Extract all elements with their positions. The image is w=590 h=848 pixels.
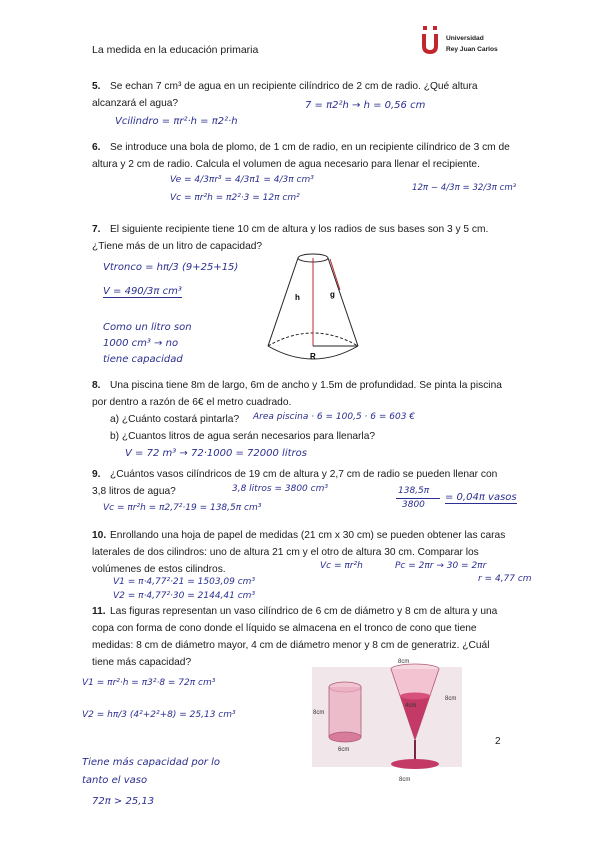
frustum-height-label: h xyxy=(295,293,300,302)
question-text: Se introduce una bola de plomo, de 1 cm de radio, en un recipiente cilíndrico de 3 cm de altura y 2 cm de radio. Calcula el volumen de agua necesario para llenar el recipiente. xyxy=(92,142,510,170)
handwriting-q6-result: 12π − 4/3π = 32/3π cm³ xyxy=(412,183,517,193)
handwriting-q9-result: = 0,04π vasos xyxy=(445,492,517,503)
university-name-line1: Universidad xyxy=(446,35,484,42)
handwriting-q9-frac-bottom: 3800 xyxy=(402,500,425,510)
frustum-radius-label: R xyxy=(310,352,316,361)
handwriting-q10-formula: Vc = πr²h xyxy=(320,561,363,571)
question-text: Una piscina tiene 8m de largo, 6m de ancho y 1.5m de profundidad. Se pinta la piscina por dentro a razón de 6€ el metro cuadrado. xyxy=(92,380,502,408)
university-logo xyxy=(420,26,440,56)
handwriting-q7-note2: 1000 cm³ → no xyxy=(103,338,179,349)
handwriting-q11-note2: tanto el vaso xyxy=(82,775,148,786)
question-8b: b) ¿Cuantos litros de agua serán necesarios para llenarla? xyxy=(110,431,376,442)
handwriting-q9-line1: 3,8 litros = 3800 cm³ xyxy=(232,484,328,494)
question-8a: a) ¿Cuánto costará pintarla? xyxy=(110,414,240,425)
glass-diameter-label: 6cm xyxy=(338,747,350,753)
university-name-line2: Rey Juan Carlos xyxy=(446,46,498,53)
glass-height-label: 8cm xyxy=(313,710,325,716)
cone-height-label: 8cm xyxy=(445,696,457,702)
handwriting-q10-r: r = 4,77 cm xyxy=(478,574,532,584)
cone-mid-label: 4cm xyxy=(405,703,417,709)
handwriting-q9-frac-top: 138,5π xyxy=(398,486,430,496)
frustum-figure xyxy=(258,250,368,374)
cone-base-label: 8cm xyxy=(399,777,411,783)
question-text: Enrollando una hoja de papel de medidas (21 cm x 30 cm) se pueden obtener las caras laterales de dos cilindros: uno de altura 21 cm y el otro de altura 30 cm. Comparar los volúmenes de estos cilindros. xyxy=(92,530,506,575)
question-6 xyxy=(92,139,512,173)
fraction-bar xyxy=(396,498,440,499)
handwriting-q7-note3: tiene capacidad xyxy=(103,354,183,365)
handwriting-q8-a: Area piscina · 6 = 100,5 · 6 = 603 € xyxy=(253,412,416,422)
frustum-slant-label: g xyxy=(330,290,335,299)
handwriting-q11-note1: Tiene más capacidad por lo xyxy=(82,757,220,768)
question-text: Las figuras representan un vaso cilíndrico de 6 cm de diámetro y 8 cm de altura y una copa con forma de cono donde el líquido se almacena en el tronco de cono que tiene medidas: 8 cm de diámetro mayor, 4 cm de diámetro menor y 8 cm de generatriz. ¿Cuál tiene más capacidad? xyxy=(92,606,498,668)
question-text: Se echan 7 cm³ de agua en un recipiente cilíndrico de 2 cm de radio. ¿Qué altura alcanzará el agua? xyxy=(92,81,478,109)
handwriting-q7-formula: Vtronco = hπ/3 (9+25+15) xyxy=(103,262,239,273)
handwriting-q10-v2: V2 = π·4,77²·30 = 2144,41 cm³ xyxy=(113,591,256,601)
handwriting-q10-v1: V1 = π·4,77²·21 = 1503,09 cm³ xyxy=(113,577,256,587)
question-8 xyxy=(92,377,512,411)
handwriting-q7-result: V = 490/3π cm³ xyxy=(103,286,182,297)
question-number: 10. xyxy=(92,530,107,541)
handwriting-q8-b: V = 72 m³ → 72·1000 = 72000 litros xyxy=(125,448,307,459)
handwriting-q11-final: 72π > 25,13 xyxy=(92,796,155,807)
handwriting-q10-pc: Pc = 2πr → 30 = 2πr xyxy=(395,561,487,571)
handwriting-q5-left: Vcilindro = πr²·h = π2²·h xyxy=(115,116,238,127)
page-number: 2 xyxy=(495,736,501,747)
glass-and-cone-figure xyxy=(312,652,462,784)
question-number: 8. xyxy=(92,380,101,391)
handwriting-q9-line2: Vc = πr²h = π2,7²·19 = 138,5π cm³ xyxy=(103,503,262,513)
handwriting-q5-right: 7 = π2²h → h = 0,56 cm xyxy=(305,100,426,111)
cone-top-label: 8cm xyxy=(398,659,410,665)
question-number: 5. xyxy=(92,81,101,92)
question-number: 9. xyxy=(92,469,101,480)
handwriting-q7-note1: Como un litro son xyxy=(103,322,192,333)
handwriting-q11-v2: V2 = hπ/3 (4²+2²+8) = 25,13 cm³ xyxy=(82,710,236,720)
handwriting-q6-line2: Vc = πr²h = π2²·3 = 12π cm² xyxy=(170,193,300,203)
question-number: 11. xyxy=(92,606,106,617)
question-number: 6. xyxy=(92,142,101,153)
question-5 xyxy=(92,78,512,112)
question-number: 7. xyxy=(92,224,101,235)
handwriting-q6-line1: Ve = 4/3πr³ = 4/3π1 = 4/3π cm³ xyxy=(170,175,314,185)
header-title: La medida en la educación primaria xyxy=(92,44,259,56)
question-text: ¿Cuántos vasos cilíndricos de 19 cm de altura y 2,7 cm de radio se pueden llenar con 3,8 litros de agua? xyxy=(92,469,498,497)
question-text: El siguiente recipiente tiene 10 cm de altura y los radios de sus bases son 3 y 5 cm. ¿Tiene más de un litro de capacidad? xyxy=(92,224,489,252)
handwriting-q11-v1: V1 = πr²·h = π3²·8 = 72π cm³ xyxy=(82,678,216,688)
